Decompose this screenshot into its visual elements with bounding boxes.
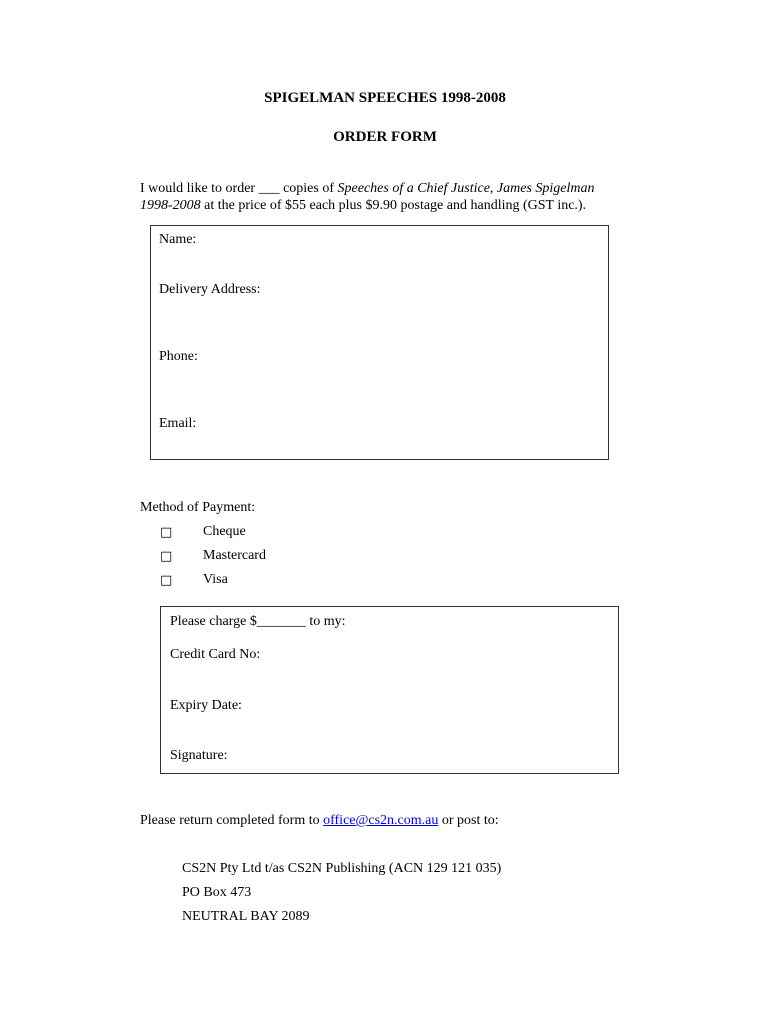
- book-title-part2: 1998-2008: [140, 198, 201, 213]
- payment-option-label: Visa: [203, 572, 228, 587]
- delivery-address-field-label[interactable]: Delivery Address:: [159, 282, 261, 297]
- checkbox-icon[interactable]: □: [160, 549, 173, 564]
- document-title: SPIGELMAN SPEECHES 1998-2008: [264, 90, 506, 106]
- credit-card-box: [160, 606, 619, 774]
- signature-field-label[interactable]: Signature:: [170, 748, 228, 763]
- charge-amount-field-label[interactable]: Please charge $_______ to my:: [170, 614, 346, 629]
- email-link[interactable]: office@cs2n.com.au: [323, 813, 439, 828]
- email-field-label[interactable]: Email:: [159, 416, 197, 431]
- name-field-label[interactable]: Name:: [159, 232, 197, 247]
- payment-option-label: Cheque: [203, 524, 246, 539]
- return-text-prefix: Please return completed form to: [140, 813, 324, 828]
- postal-address-line-3: NEUTRAL BAY 2089: [182, 909, 310, 924]
- customer-details-box: [150, 225, 609, 460]
- intro-line-1: [140, 181, 595, 197]
- payment-option-label: Mastercard: [203, 548, 266, 563]
- postal-address-line-1: CS2N Pty Ltd t/as CS2N Publishing (ACN 129 121 035): [182, 861, 502, 876]
- book-title-part1: Speeches of a Chief Justice, James Spigelman: [337, 181, 595, 196]
- postal-address-line-2: PO Box 473: [182, 885, 252, 900]
- intro-text-prefix: I would like to order ___ copies of: [140, 181, 338, 196]
- credit-card-number-field-label[interactable]: Credit Card No:: [170, 647, 261, 662]
- expiry-date-field-label[interactable]: Expiry Date:: [170, 698, 242, 713]
- phone-field-label[interactable]: Phone:: [159, 349, 198, 364]
- intro-text-suffix: at the price of $55 each plus $9.90 postage and handling (GST inc.).: [200, 198, 587, 213]
- payment-method-heading: Method of Payment:: [140, 500, 256, 515]
- return-text-suffix: or post to:: [438, 813, 499, 828]
- checkbox-icon[interactable]: □: [160, 525, 173, 540]
- intro-line-2: [140, 198, 586, 214]
- form-title: ORDER FORM: [333, 129, 437, 145]
- return-instructions: [140, 813, 499, 829]
- checkbox-icon[interactable]: □: [160, 573, 173, 588]
